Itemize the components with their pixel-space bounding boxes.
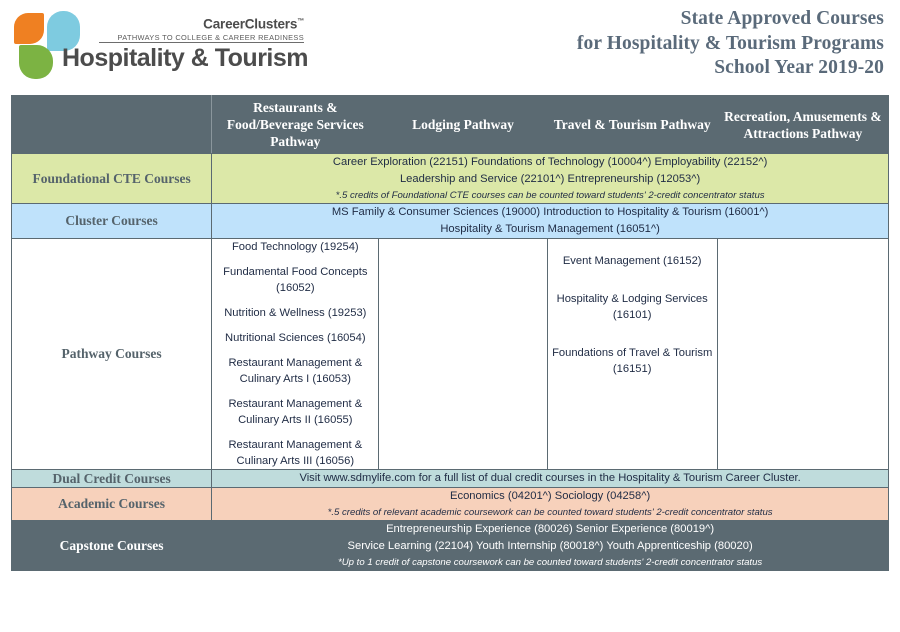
column-header-travel-tourism: Travel & Tourism Pathway xyxy=(547,96,717,154)
table-row-capstone-courses xyxy=(12,521,889,571)
cluster-title: Hospitality & Tourism xyxy=(62,44,309,72)
column-header-restaurants: Restaurants & Food/Beverage Services Pathway xyxy=(212,96,379,154)
leaf-green-icon xyxy=(19,45,53,79)
row-label-capstone-courses: Capstone Courses xyxy=(12,521,212,571)
row-content-cluster-courses xyxy=(212,204,889,239)
page-header xyxy=(0,0,900,93)
leaf-orange-icon xyxy=(14,13,44,44)
row-label-academic-courses: Academic Courses xyxy=(12,488,212,521)
brand-name-text: CareerClusters xyxy=(203,16,298,32)
table-header-row xyxy=(12,96,889,154)
capstone-courses-note: *Up to 1 credit of capstone coursework can be counted toward students' 2-credit concentrator status xyxy=(338,557,763,568)
foundational-courses-line-2: Leadership and Service (22101^) Entrepreneurship (12053^) xyxy=(399,173,701,185)
pathway-column-recreation xyxy=(717,239,888,470)
table-row-foundational-cte xyxy=(12,154,889,204)
dual-credit-text: Visit www.sdmylife.com for a full list of dual credit courses in the Hospitality & Tourism Career Cluster. xyxy=(299,472,801,484)
academic-courses-line-1: Economics (04201^) Sociology (04258^) xyxy=(450,490,651,502)
list-item: Restaurant Management & Culinary Arts III (16056) xyxy=(228,439,363,467)
column-header-lodging: Lodging Pathway xyxy=(379,96,547,154)
capstone-courses-line-2: Service Learning (22104) Youth Internship (80018^) Youth Apprenticeship (80020) xyxy=(347,540,753,552)
foundational-courses-note: *.5 credits of Foundational CTE courses can be counted toward students' 2-credit concentrator status xyxy=(335,190,765,201)
logo-divider xyxy=(99,42,304,43)
list-item: Event Management (16152) xyxy=(562,255,702,267)
row-content-capstone-courses xyxy=(212,521,889,571)
row-content-academic-courses xyxy=(212,488,889,521)
trademark-symbol: ™ xyxy=(297,18,304,25)
document-title-line-3: School Year 2019-20 xyxy=(714,57,884,78)
cluster-courses-line-1: MS Family & Consumer Sciences (19000) Introduction to Hospitality & Tourism (16001^) xyxy=(331,206,769,218)
row-content-foundational-cte xyxy=(212,154,889,204)
list-item: Restaurant Management & Culinary Arts II (16055) xyxy=(228,398,363,426)
document-title xyxy=(577,7,884,81)
academic-courses-note: *.5 credits of relevant academic coursework can be counted toward students' 2-credit concentrator status xyxy=(327,507,773,518)
brand-name xyxy=(99,15,304,32)
row-label-pathway-courses: Pathway Courses xyxy=(12,239,212,470)
list-item: Foundations of Travel & Tourism (16151) xyxy=(552,347,713,375)
list-item: Nutrition & Wellness (19253) xyxy=(224,307,367,319)
row-label-dual-credit: Dual Credit Courses xyxy=(12,470,212,488)
career-clusters-logo xyxy=(14,11,309,83)
list-item: Restaurant Management & Culinary Arts I (16053) xyxy=(228,357,363,385)
pathway-column-lodging xyxy=(379,239,547,470)
column-header-blank xyxy=(12,96,212,154)
pathway-column-restaurants xyxy=(212,239,379,470)
approved-courses-table xyxy=(11,95,889,571)
row-content-dual-credit xyxy=(212,470,889,488)
cluster-courses-line-2: Hospitality & Tourism Management (16051^) xyxy=(440,223,660,235)
document-title-line-2: for Hospitality & Tourism Programs xyxy=(576,32,884,54)
table-row-academic-courses xyxy=(12,488,889,521)
table-row-cluster-courses xyxy=(12,204,889,239)
pathway-column-travel-tourism xyxy=(547,239,717,470)
list-item: Fundamental Food Concepts (16052) xyxy=(223,266,368,294)
list-item: Hospitality & Lodging Services (16101) xyxy=(556,293,708,321)
career-clusters-wordmark xyxy=(99,15,304,43)
list-item: Nutritional Sciences (16054) xyxy=(225,332,366,344)
capstone-courses-line-1: Entrepreneurship Experience (80026) Senior Experience (80019^) xyxy=(386,523,715,535)
table-row-pathway-courses xyxy=(12,239,889,470)
table-row-dual-credit xyxy=(12,470,889,488)
document-title-line-1: State Approved Courses xyxy=(680,8,884,29)
column-header-recreation: Recreation, Amusements & Attractions Pathway xyxy=(717,96,888,154)
brand-tagline: PATHWAYS TO COLLEGE & CAREER READINESS xyxy=(117,32,304,42)
row-label-foundational-cte: Foundational CTE Courses xyxy=(12,154,212,204)
list-item: Food Technology (19254) xyxy=(231,241,359,253)
foundational-courses-line-1: Career Exploration (22151) Foundations of Technology (10004^) Employability (22152^) xyxy=(332,156,768,168)
row-label-cluster-courses: Cluster Courses xyxy=(12,204,212,239)
